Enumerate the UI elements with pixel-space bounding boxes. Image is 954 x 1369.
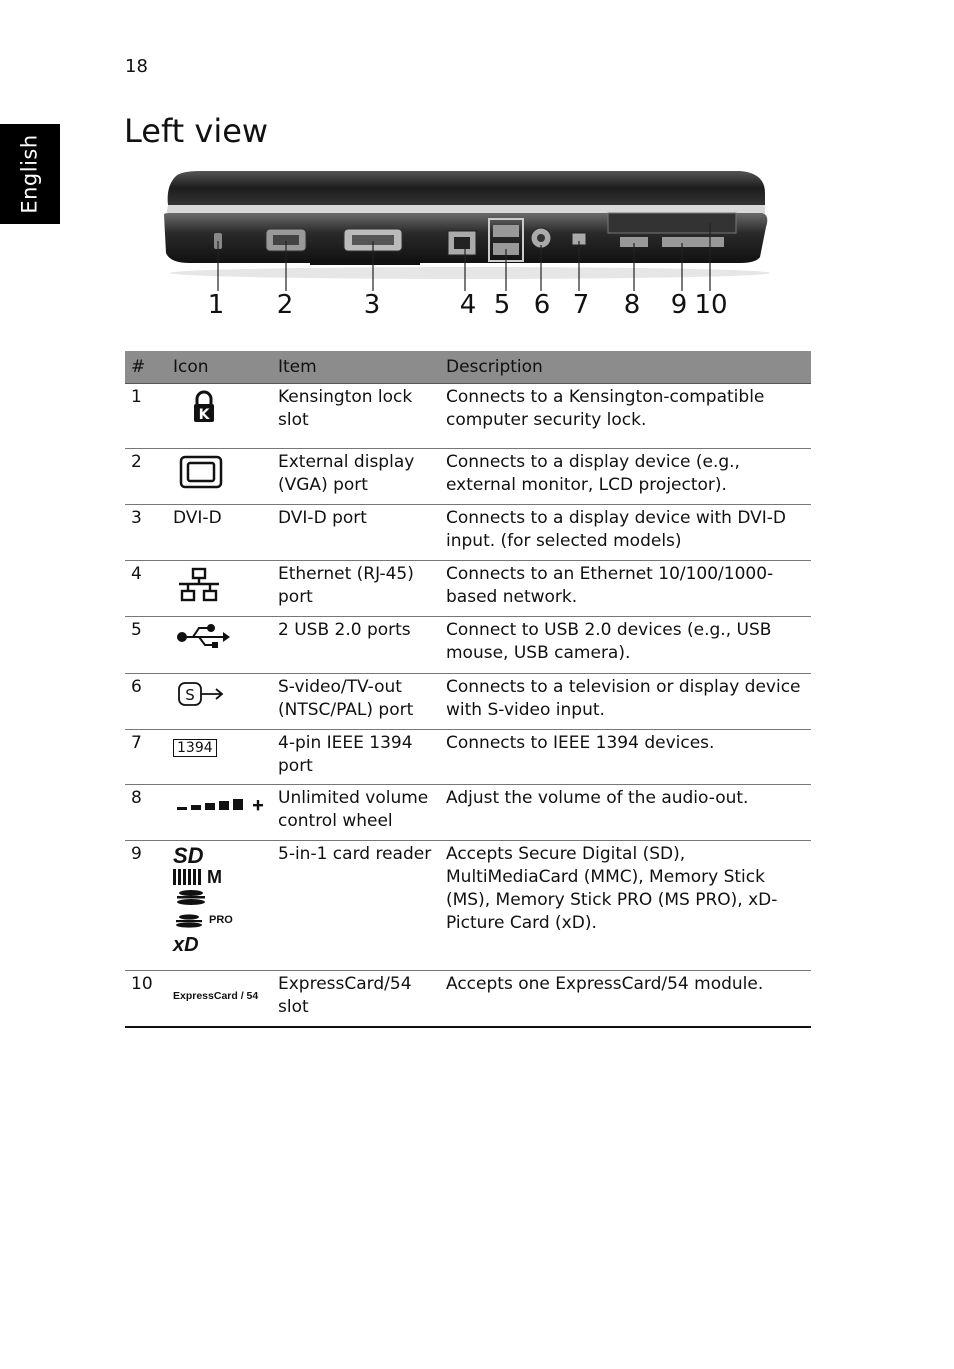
header-item: Item — [272, 351, 440, 384]
memory-stick-logo-icon — [173, 888, 209, 906]
table-row — [125, 449, 811, 505]
svg-text:K: K — [198, 407, 210, 423]
callout-number: 6 — [533, 290, 551, 320]
row-icon — [167, 505, 272, 561]
table-row — [125, 730, 811, 785]
s-video-icon — [177, 680, 227, 708]
svg-text:S: S — [185, 686, 195, 704]
table-row — [125, 617, 811, 674]
row-icon — [167, 971, 272, 1027]
header-num: # — [125, 351, 167, 384]
row-icon — [167, 617, 272, 674]
volume-wheel-icon — [175, 795, 265, 817]
memory-stick-pro-logo-icon — [173, 909, 266, 932]
table-row — [125, 505, 811, 561]
row-num: 9 — [125, 841, 167, 971]
table-row — [125, 561, 811, 617]
row-item: DVI-D port — [272, 505, 440, 561]
callout-number: 7 — [572, 290, 590, 320]
xd-logo-icon: xD — [173, 934, 199, 956]
language-tab — [0, 124, 60, 224]
row-num: 6 — [125, 674, 167, 730]
row-item: 4-pin IEEE 1394 port — [272, 730, 440, 785]
callout-number: 8 — [623, 290, 641, 320]
row-description: Connects to a Kensington-compatible computer security lock. — [440, 384, 811, 449]
row-description: Connect to USB 2.0 devices (e.g., USB mouse, USB camera). — [440, 617, 811, 674]
card-reader-logos-icon — [173, 843, 266, 956]
callout-number: 1 — [207, 290, 225, 320]
ieee-1394-icon: 1394 — [173, 739, 217, 757]
row-num: 5 — [125, 617, 167, 674]
row-item: S-video/TV-out (NTSC/PAL) port — [272, 674, 440, 730]
row-icon — [167, 674, 272, 730]
language-tab-label: English — [18, 134, 43, 214]
row-icon — [167, 384, 272, 449]
section-title: Left view — [124, 112, 269, 150]
row-num: 10 — [125, 971, 167, 1027]
row-item: 5-in-1 card reader — [272, 841, 440, 971]
usb-icon — [177, 623, 231, 651]
mmc-logo-icon — [173, 869, 266, 885]
dvi-d-label: DVI-D — [173, 508, 222, 528]
row-item: Ethernet (RJ-45) port — [272, 561, 440, 617]
callout-number: 4 — [459, 290, 477, 320]
table-header-row — [125, 351, 811, 384]
table-row — [125, 384, 811, 449]
row-item: 2 USB 2.0 ports — [272, 617, 440, 674]
mmc-stripes-icon — [173, 869, 205, 885]
row-item: Unlimited volume control wheel — [272, 785, 440, 841]
row-description: Accepts Secure Digital (SD), MultiMediaCard (MMC), Memory Stick (MS), Memory Stick PRO (MS PRO), xD-Picture Card (xD). — [440, 841, 811, 971]
memory-stick-pro-mark-icon — [173, 913, 205, 929]
row-description: Connects to IEEE 1394 devices. — [440, 730, 811, 785]
table-row — [125, 674, 811, 730]
pro-label: PRO — [209, 914, 233, 926]
row-description: Connects to an Ethernet 10/100/1000-based network. — [440, 561, 811, 617]
table-row — [125, 785, 811, 841]
vga-port-icon — [179, 455, 223, 489]
row-description: Accepts one ExpressCard/54 module. — [440, 971, 811, 1027]
kensington-lock-icon — [189, 390, 219, 426]
row-icon — [167, 785, 272, 841]
row-icon — [167, 730, 272, 785]
table-row — [125, 971, 811, 1027]
ports-table — [125, 351, 811, 1028]
row-item: Kensington lock slot — [272, 384, 440, 449]
row-description: Connects to a television or display device with S-video input. — [440, 674, 811, 730]
row-num: 4 — [125, 561, 167, 617]
callout-number: 9 — [670, 290, 688, 320]
callout-numbers — [0, 290, 954, 326]
row-num: 1 — [125, 384, 167, 449]
page-number: 18 — [125, 56, 148, 77]
mmc-letter: M — [207, 867, 222, 887]
callout-number: 2 — [276, 290, 294, 320]
row-icon — [167, 561, 272, 617]
row-icon — [167, 449, 272, 505]
sd-logo-icon: SD — [173, 843, 204, 868]
callout-number: 10 — [694, 290, 728, 320]
expresscard-icon: ExpressCard / 54 — [173, 990, 259, 1002]
callout-number: 3 — [363, 290, 381, 320]
ethernet-icon — [177, 567, 221, 603]
row-num: 8 — [125, 785, 167, 841]
header-icon: Icon — [167, 351, 272, 384]
row-description: Connects to a display device (e.g., external monitor, LCD projector). — [440, 449, 811, 505]
table-row — [125, 841, 811, 971]
row-description: Connects to a display device with DVI-D input. (for selected models) — [440, 505, 811, 561]
row-item: External display (VGA) port — [272, 449, 440, 505]
header-description: Description — [440, 351, 811, 384]
row-num: 2 — [125, 449, 167, 505]
row-icon — [167, 841, 272, 971]
callout-number: 5 — [493, 290, 511, 320]
row-item: ExpressCard/54 slot — [272, 971, 440, 1027]
row-num: 3 — [125, 505, 167, 561]
row-num: 7 — [125, 730, 167, 785]
row-description: Adjust the volume of the audio-out. — [440, 785, 811, 841]
